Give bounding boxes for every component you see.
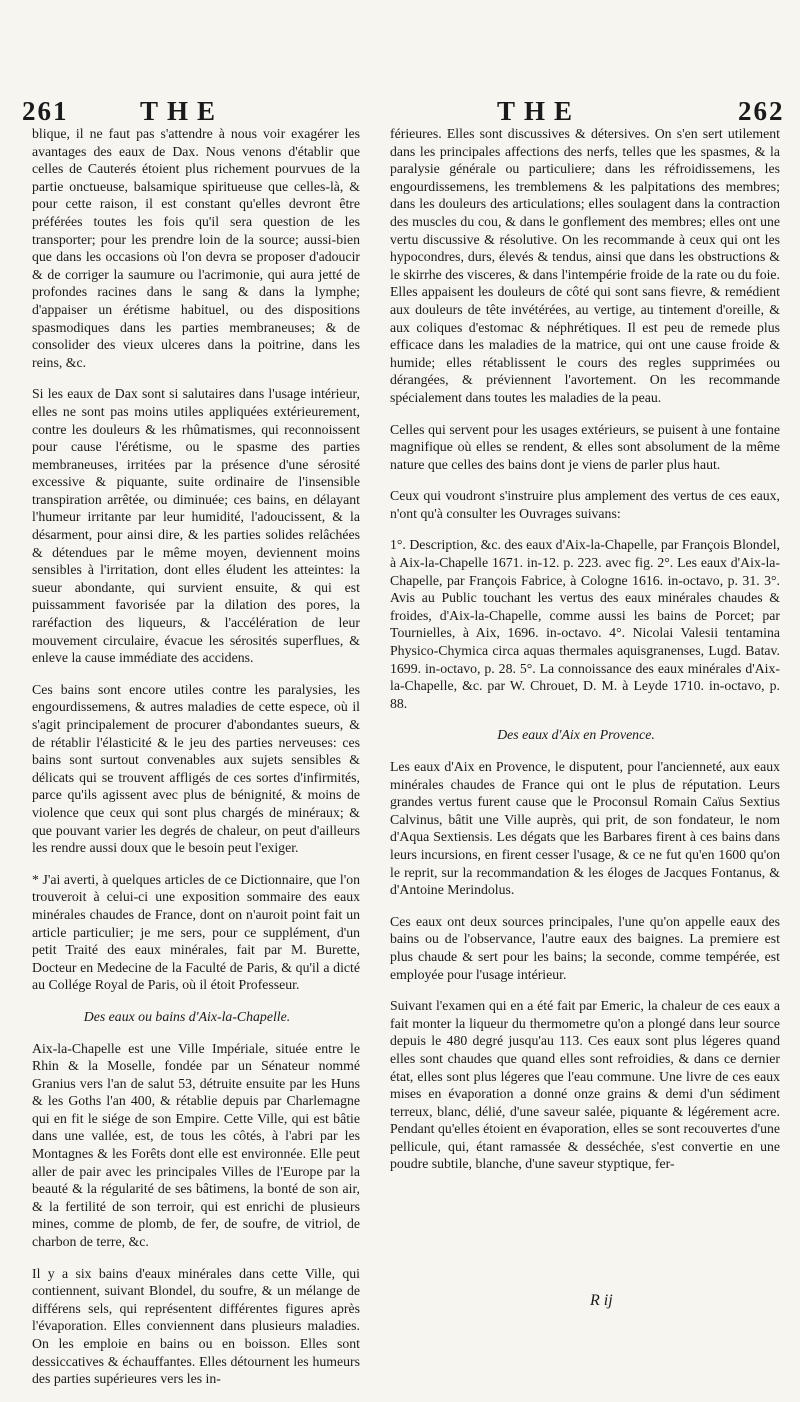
running-title-left: THE (140, 96, 225, 126)
paragraph: Il y a six bains d'eaux minérales dans cette Ville, qui contiennent, suivant Blondel, du soufre, & un mélange de différens sels, qui représentent différentes figures après l'évaporation. Elles conviennent dans plusieurs maladies. On les emploie en bains ou en boisson. Elles sont dessiccatives & échauffantes. Elles détournent les humeurs des parties supérieures vers les in- (32, 1265, 360, 1387)
paragraph: Suivant l'examen qui en a été fait par Emeric, la chaleur de ces eaux a fait monter la liqueur du thermometre qu'on a plongé dans leur source depuis le 480 degré jusqu'au 113. Ces eaux sont plus légeres quand elles sont chaudes que quand elles sont refroidies, & dans ce dernier état, elles sont plus légeres que l'eau commune. Une livre de ces eaux mises en évaporation a donné onze grains & demi d'un sédiment terreux, blanc, délié, d'une saveur salée, piquante & légérement acre. Pendant qu'elles étoient en évaporation, elles se sont recouvertes d'une pellicule, qui, étant ramassée & desséchée, s'est convertie en une poudre subtile, blanche, d'une saveur styptique, fer- (390, 998, 780, 1172)
paragraph: Ceux qui voudront s'instruire plus amplement des vertus de ces eaux, n'ont qu'à consulter les Ouvrages suivans: (390, 488, 780, 521)
paragraph: Ces eaux ont deux sources principales, l'une qu'on appelle eaux des bains ou de l'observance, l'autre eaux des baignes. La premiere est plus chaude & sert pour les bains; la seconde, comme tempérée, est employée pour l'usage intérieur. (390, 913, 780, 982)
paragraph: blique, il ne faut pas s'attendre à nous voir exagérer les avantages des eaux de Dax. Nous venons d'établir que celles de Cauterés étoient plus richement pourvues de la partie onctueuse, balsamique spiritueuse que celles-là, & pour cette raison, il est constant qu'elles devront être préférées toutes les fois qu'il sera question de les transporter; pour les prendre loin de la source; aussi-bien que dans les occasions où l'on devra se proposer d'adoucir & de corriger la saumure ou l'acrimonie, qui aura jetté de profondes racines dans le sang & dans la lymphe; d'appaiser un érétisme habituel, ou des dispositions spasmodiques dans les parties membraneuses; & de consolider des vieux ulceres dans la poitrine, dans les reins, &c. (32, 126, 360, 370)
paragraph: * J'ai averti, à quelques articles de ce Dictionnaire, que l'on trouveroit à celui-ci une exposition sommaire des eaux minérales chaudes de France, dont on n'auroit point fait un article particulier; je me sers, pour ce supplément, d'un petit Traité des eaux minérales, fait par M. Burette, Docteur en Medecine de la Faculté de Paris, & qu'il a dicté au Collége Royal de Paris, où il étoit Professeur. (32, 871, 360, 993)
paragraph: Celles qui servent pour les usages extérieurs, se puisent à une fontaine magnifique où elles se rendent, & elles sont absolument de la même nature que celles des bains dont je viens de parler plus haut. (390, 421, 780, 472)
running-header (0, 96, 800, 126)
page-number-left: 261 (22, 96, 69, 126)
paragraph: Si les eaux de Dax sont si salutaires dans l'usage intérieur, elles ne sont pas moins utiles appliquées extérieurement, contre les douleurs & les rhûmatismes, qui reconnoissent pour cause l'érétisme, ou le spasme des parties membraneuses, irritées par la présence d'une sérosité excessive & piquante, suite ordinaire de l'insensible transpiration arrêtée, ou diminuée; ces bains, en délayant l'humeur irritante par leur humidité, l'adoucissent, & la désarment, pour ainsi dire, & les parties solides relâchées & détendues par le même moyen, deviennent moins sensibles à l'irritation, dont elles éludent les atteintes: la sueur abondante, qui survient ensuite, & qui est puissamment favorisée par la dilation des pores, la raréfaction des liqueurs, & l'accélération de leur mouvement circulaire, évacue les sérosités superflues, & enleve la cause immédiate des accidens. (32, 386, 360, 666)
paragraph: Les eaux d'Aix en Provence, le disputent, pour l'ancienneté, aux eaux minérales chaudes de France qui ont le plus de réputation. Leurs grandes vertus furent cause que le Proconsul Romain Caïus Sextius Calvinus, bâtit une Ville auprès, qui prit, de son fondateur, le nom d'Aqua Sextiensis. Les dégats que les Barbares firent à ces bains dans leurs incursions, en firent cesser l'usage, & ce ne fut qu'en 1600 qu'on le reprit, sur la recommandation & les éloges de Jacques Fontanus, & d'Antoine Merindolus. (390, 759, 780, 898)
paragraph: 1°. Description, &c. des eaux d'Aix-la-Chapelle, par François Blondel, à Aix-la-Chapelle 1671. in-12. p. 223. avec fig. 2°. Les eaux d'Aix-la-Chapelle, par François Fabrice, à Cologne 1616. in-octavo, p. 31. 3°. Avis au Public touchant les vertus des eaux minérales chaudes & froides, d'Aix-la-Chapelle, comme aussi les bains de Porcet; par Tournielles, à Aix, 1696. in-octavo. 4°. Nicolai Valesii tentamina Physico-Chymica circa aquas thermales aquisgranenses, Lugd. Batav. 1699. in-octavo, p. 28. 5°. La connoissance des eaux minérales d'Aix-la-Chapelle, &c. par W. Chrouet, D. M. à Leyde 1710. in-octavo, p. 88. (390, 537, 780, 711)
running-title-right: THE (497, 96, 582, 126)
section-heading: Des eaux ou bains d'Aix-la-Chapelle. (83, 1008, 291, 1024)
paragraph: Ces bains sont encore utiles contre les paralysies, les engourdissemens, & autres maladies de cette espece, où il s'agit principalement de procurer d'abondantes sueurs, & de rétablir l'élasticité & le jeu des parties nerveuses: ces bains sont surtout convenables aux sujets sensibles & délicats qui se trouvent affligés de ces sortes d'infirmités, parce qu'ils agissent avec plus de bénignité, & moins de violence que ceux qui sont plus chargés de minéraux; & que pouvant varier les degrés de chaleur, on peut d'ailleurs les rendre aussi doux que le besoin peut l'exiger. (32, 681, 360, 856)
paragraph: Aix-la-Chapelle est une Ville Impériale, située entre le Rhin & la Moselle, fondée par un Sénateur nommé Granius vers l'an de salut 53, détruite ensuite par les Huns & les Goths l'an 400, & rétablie depuis par Charlemagne qui en fit le siége de son Empire. Cette Ville, qui est bâtie dans une vallée, est, de tous les côtés, à l'abri par les Montagnes & les Forêts dont elle est environnée. Elle peut aller de pair avec les principales Villes de l'Europe par la beauté & la régularité de ses bâtimens, la bonté de son air, & la fertilité de son terroir, qui est enrichi de plusieurs mines, comme de plomb, de fer, de soufre, de vitriol, de charbon de terre, &c. (32, 1040, 360, 1250)
right-column (372, 125, 780, 1187)
section-heading: Des eaux d'Aix en Provence. (497, 727, 655, 743)
signature-mark: R ij (590, 1292, 613, 1309)
paragraph: férieures. Elles sont discussives & détersives. On s'en sert utilement dans les principales affections des nerfs, telles que les spasmes, & la paralysie générale ou particuliere; dans les réfroidissemens, les engourdissemens, les tremblemens & les palpitations des membres; dans les douleurs des articulations; elles soulagent dans la contraction des muscles du cou, & dans le gonflement des membres; elles ont une vertu discussive & résolutive. On les recommande à ceux qui ont les hypocondres, durs, élevés & tendus, ainsi que dans les obstructions & le skirrhe des visceres, & dans l'intempérie froide de la rate ou du foie. Elles appaisent les douleurs de côté qui sont sans fievre, & remédient aux douleurs de tête invétérées, au vertige, au tintement d'oreille, & aux coliques d'estomac & néphrétiques. Il est peu de remede plus efficace dans les maladies de la matrice, qui ont une cause froide & humide; elles rétablissent le cours des regles supprimées ou dérangées, & préviennent l'avortement. On les recommande spécialement dans toutes les maladies de la peau. (390, 126, 780, 405)
left-column (14, 125, 360, 1402)
page-number-right: 262 (738, 96, 785, 126)
